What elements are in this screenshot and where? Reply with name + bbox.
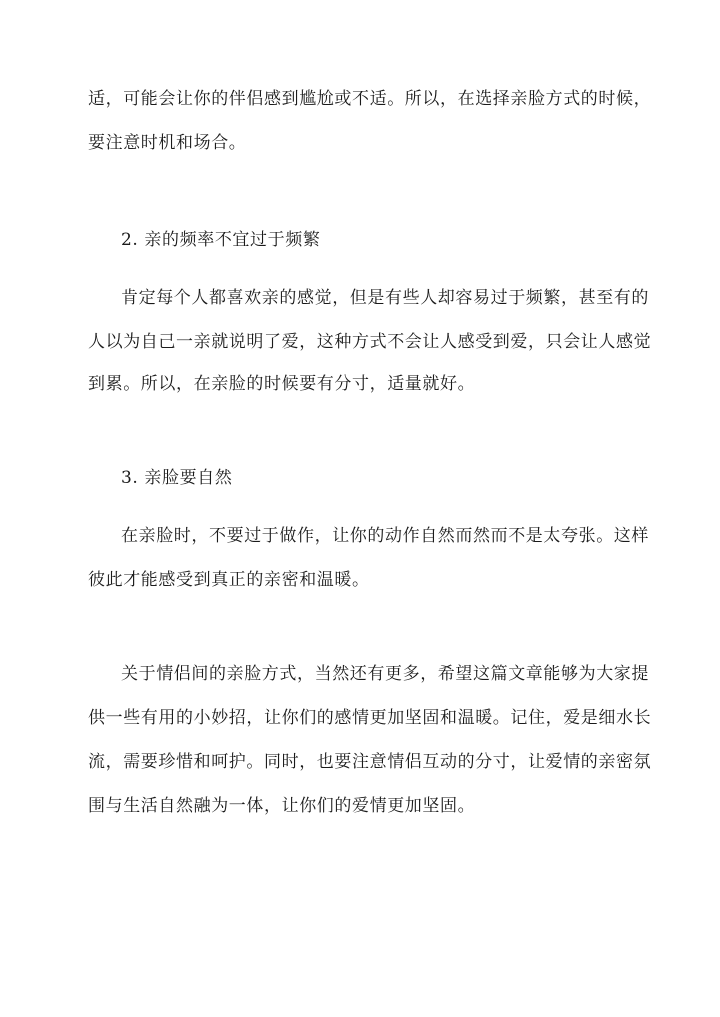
paragraph-line: 肯定每个人都喜欢亲的感觉，但是有些人却容易过于频繁，甚至有的 [121,288,649,308]
paragraph-line: 在亲脸时，不要过于做作，让你的动作自然而然而不是太夸张。这样 [121,526,649,546]
section-heading: 2. 亲的频率不宜过于频繁 [121,230,321,250]
paragraph-line: 围与生活自然融为一体，让你们的爱情更加坚固。 [88,796,476,816]
paragraph-line: 彼此才能感受到真正的亲密和温暖。 [88,570,370,590]
paragraph-line: 关于情侣间的亲脸方式，当然还有更多，希望这篇文章能够为大家提 [121,664,649,684]
section-heading: 3. 亲脸要自然 [121,468,233,488]
paragraph-line: 适，可能会让你的伴侣感到尴尬或不适。所以，在选择亲脸方式的时候， [88,89,652,109]
paragraph-line: 要注意时机和场合。 [88,133,247,153]
paragraph-line: 流，需要珍惜和呵护。同时，也要注意情侣互动的分寸，让爱情的亲密氛 [88,752,652,772]
paragraph-line: 供一些有用的小妙招，让你们的感情更加坚固和温暖。记住，爱是细水长 [88,708,652,728]
paragraph-line: 人以为自己一亲就说明了爱，这种方式不会让人感受到爱，只会让人感觉 [88,332,652,352]
paragraph-line: 到累。所以，在亲脸的时候要有分寸，适量就好。 [88,374,476,394]
